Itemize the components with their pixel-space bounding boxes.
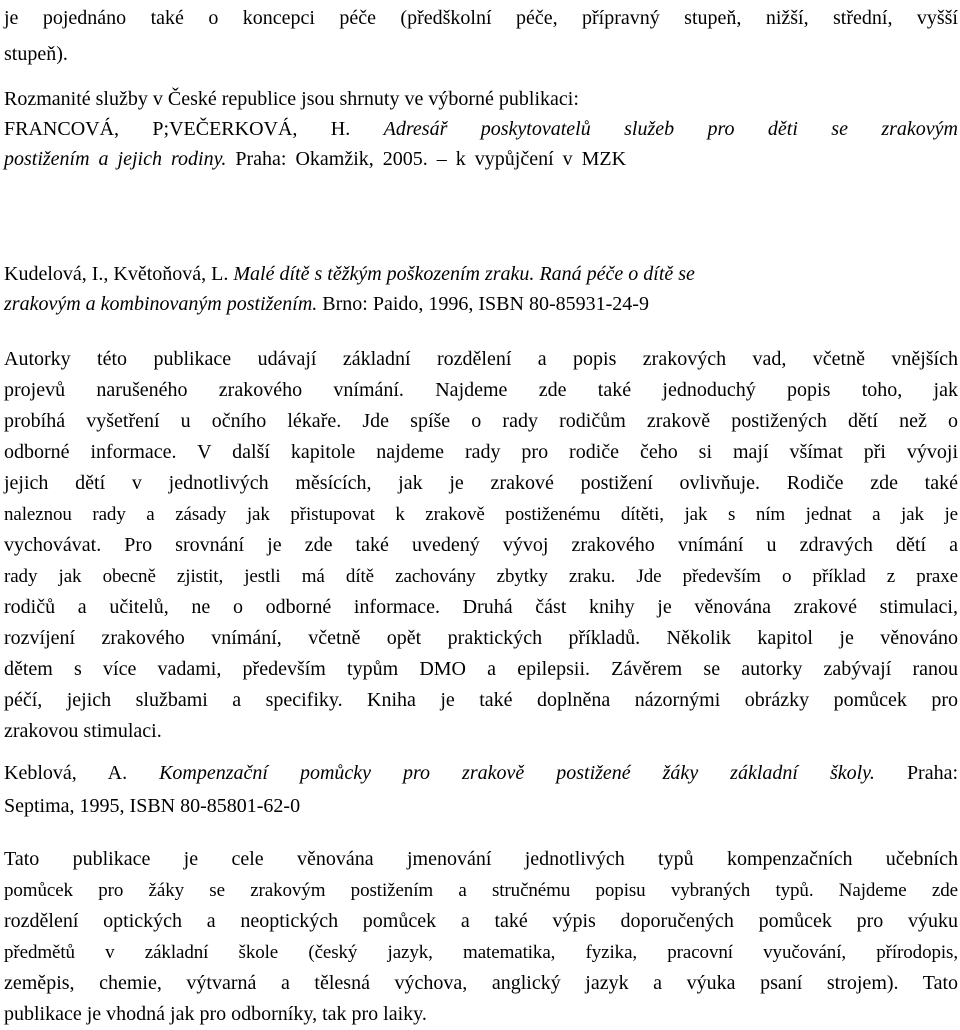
paragraph-line: rodičů a učitelů, ne o odborné informace. Druhá část knihy je věnována zrakové stimulaci, <box>4 596 958 618</box>
paragraph-line: péčí, jejich službami a specifiky. Kniha je také doplněna názornými obrázky pomůcek pro <box>4 689 958 711</box>
reference-publisher: Praha: <box>906 762 959 784</box>
reference-lead: Rozmanité služby v České republice jsou shrnuty ve výborné publikaci: <box>4 88 579 110</box>
paragraph-line: rozdělení optických a neoptických pomůcek a také výpis doporučených pomůcek pro výuku <box>4 910 958 932</box>
reference-publisher: Brno: Paido, 1996, ISBN 80-85931-24-9 <box>322 293 649 315</box>
reference-title-b: Raná péče o dítě se <box>539 263 695 285</box>
reference-title-cont: postižením a jejich rodiny. <box>4 148 227 170</box>
paragraph-line: vychovávat. Pro srovnání je zde také uvedený vývoj zrakového vnímání u zdravých dětí a <box>4 534 958 556</box>
paragraph-line: publikace je vhodná jak pro odborníky, tak pro laiky. <box>4 1003 427 1025</box>
paragraph-line: probíhá vyšetření u očního lékaře. Jde spíše o rady rodičům zrakově postižených dětí než o <box>4 410 958 432</box>
intro-line-1: je pojednáno také o koncepci péče (předškolní péče, přípravný stupeň, nižší, střední, vyšší <box>4 7 958 29</box>
reference-title-a: Malé dítě s těžkým poškozením zraku. <box>233 263 535 285</box>
paragraph-line: Tato publikace je cele věnována jmenování jednotlivých typů kompenzačních učebních <box>4 848 958 870</box>
reference-publisher: Praha: Okamžik, 2005. <box>235 148 428 170</box>
reference-authors: FRANCOVÁ, P;VEČERKOVÁ, H. <box>4 118 351 140</box>
reference-line-1 <box>4 259 958 289</box>
paragraph-line: pomůcek pro žáky se zrakovým postižením a stručnému popisu vybraných typů. Najdeme zde <box>4 880 958 901</box>
reference-note: – k vypůjčení v MZK <box>436 148 627 170</box>
intro-paragraph <box>4 0 958 72</box>
reference-authors: Kudelová, I., Květoňová, L. <box>4 263 229 285</box>
reference-title: Adresář poskytovatelů služeb pro děti se zrakovým <box>383 118 958 140</box>
reference-title: Kompenzační pomůcky pro zrakově postižené žáky základní školy. <box>159 762 875 784</box>
paragraph-line: naleznou rady a zásady jak přistupovat k zrakově postiženému dítěti, jak s ním jednat a jak je <box>4 504 958 525</box>
reference-authors: Keblová, A. <box>4 762 128 784</box>
reference-line-1 <box>4 757 958 790</box>
paragraph-line: zeměpis, chemie, výtvarná a tělesná výchova, anglický jazyk a výuka psaní strojem). Tato <box>4 972 958 994</box>
reference-line-2 <box>4 289 958 319</box>
paragraph-line: odborné informace. V další kapitole najdeme rady pro rodiče čeho si mají všímat při vývoji <box>4 441 958 463</box>
paragraph-line: rady jak obecně zjistit, jestli má dítě zachovány zbytky zraku. Jde především o příklad z praxe <box>4 566 958 587</box>
paragraph-line: rozvíjení zrakového vnímání, včetně opět praktických příkladů. Několik kapitol je věnováno <box>4 627 958 649</box>
intro-line-2: stupeň). <box>4 43 68 65</box>
reference-line-2: Septima, 1995, ISBN 80-85801-62-0 <box>4 795 301 817</box>
paragraph-line: jejich dětí v jednotlivých měsících, jak je zrakové postižení ovlivňuje. Rodiče zde také <box>4 472 958 494</box>
description-kudelova <box>4 344 958 747</box>
reference-francova <box>4 84 958 174</box>
paragraph-line: projevů narušeného zrakového vnímání. Najdeme zde také jednoduchý popis toho, jak <box>4 379 958 401</box>
reference-line-2 <box>4 114 958 144</box>
reference-keblova <box>4 757 958 823</box>
reference-line-3 <box>4 144 958 174</box>
paragraph-line: dětem s více vadami, především typům DMO a epilepsii. Závěrem se autorky zabývají ranou <box>4 658 958 680</box>
reference-kudelova <box>4 259 958 319</box>
paragraph-line: Autorky této publikace udávají základní rozdělení a popis zrakových vad, včetně vnějších <box>4 348 958 370</box>
paragraph-line: předmětů v základní škole (český jazyk, matematika, fyzika, pracovní vyučování, přírodopis, <box>4 942 958 963</box>
description-keblova <box>4 844 958 1030</box>
paragraph-line: zrakovou stimulaci. <box>4 720 162 742</box>
reference-title-b-cont: zrakovým a kombinovaným postižením. <box>4 293 318 315</box>
